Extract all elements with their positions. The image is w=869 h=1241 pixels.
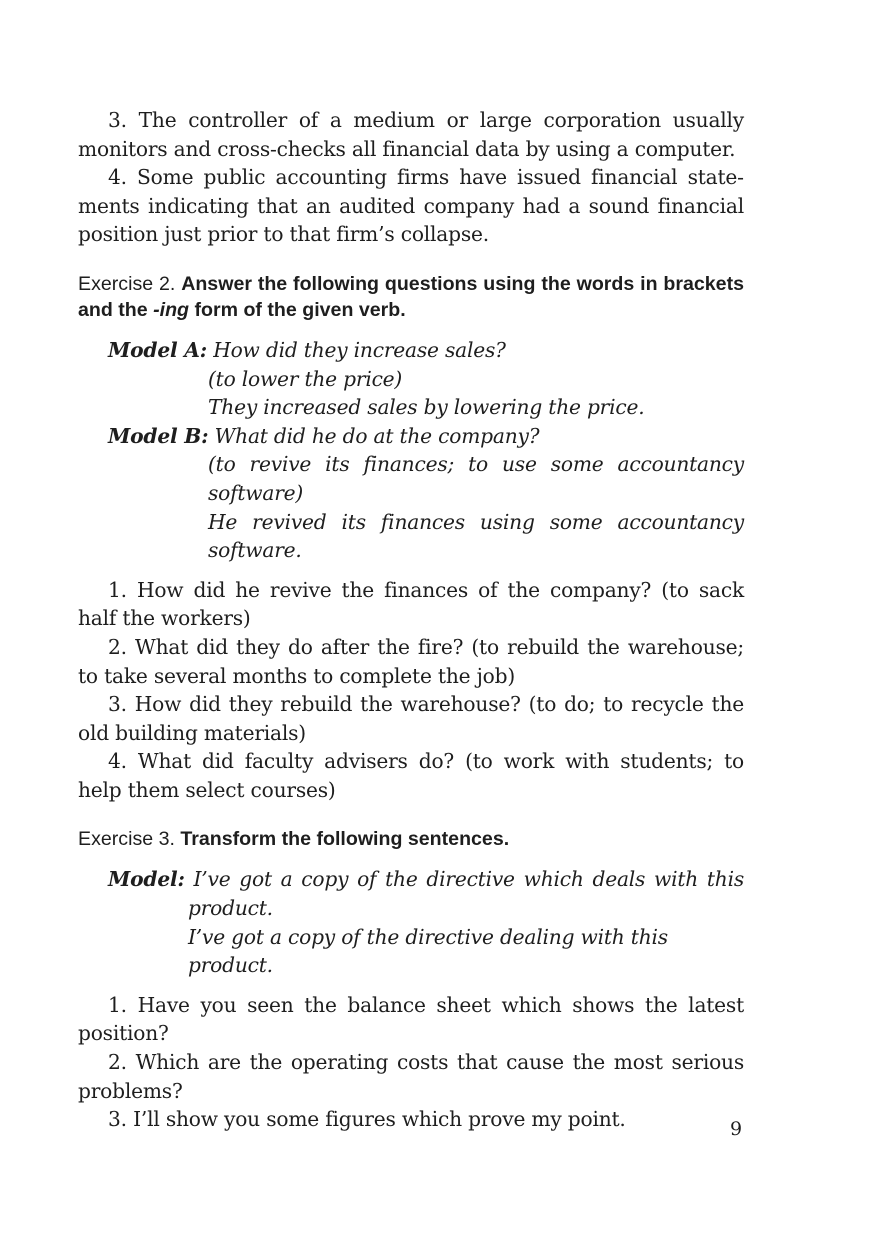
model-a-hint: (to lower the price) bbox=[208, 366, 403, 391]
intro-section bbox=[78, 106, 744, 249]
model-b-answer: He revived its finances using some accountancy software. bbox=[208, 509, 744, 563]
list-item: 2. What did they do after the fire? (to rebuild the warehouse; to take several months to complete the job) bbox=[78, 634, 744, 688]
exercise-instruction: Transform the following sentences. bbox=[180, 828, 510, 851]
exercise-3-model bbox=[108, 865, 744, 979]
exercise-instruction: Answer the following questions using the words in brackets and the -ing form of the given verb. bbox=[78, 272, 744, 321]
exercise-3-heading bbox=[78, 826, 744, 852]
exercise-label: Exercise 3. bbox=[78, 828, 175, 851]
intro-item: 3. The controller of a medium or large corporation usually monitors and cross-checks all financial data by using a computer. bbox=[78, 108, 745, 161]
list-item: 4. What did faculty advisers do? (to work with students; to help them select courses) bbox=[78, 749, 744, 802]
model-b-question: Model B: What did he do at the company? bbox=[108, 423, 540, 448]
list-item: 1. How did he revive the finances of the company? (to sack half the workers) bbox=[78, 577, 744, 631]
list-item: 2. Which are the operating costs that cause the most serious problems? bbox=[78, 1050, 744, 1103]
page-number: 9 bbox=[730, 1118, 743, 1140]
exercise-label: Exercise 2. bbox=[78, 272, 176, 295]
exercise-2-items bbox=[78, 576, 744, 805]
list-item: 1. Have you seen the balance sheet which shows the latest position? bbox=[78, 992, 745, 1046]
model-a-answer: They increased sales by lowering the price. bbox=[208, 395, 645, 420]
model-answer: I’ve got a copy of the directive dealing with this product. bbox=[188, 924, 668, 978]
model-a-question: Model A: How did they increase sales? bbox=[108, 337, 506, 362]
model-b-hint: (to revive its finances; to use some accountancy software) bbox=[208, 452, 744, 505]
exercise-2-models bbox=[108, 336, 744, 565]
exercise-2-heading bbox=[78, 271, 744, 323]
page-content bbox=[78, 106, 744, 1134]
exercise-3-items bbox=[78, 991, 744, 1134]
model-sentence: Model: I’ve got a copy of the directive which deals with this product. bbox=[108, 867, 744, 921]
list-item: 3. How did they rebuild the warehouse? (to do; to recycle the old building materials) bbox=[78, 692, 745, 745]
intro-item: 4. Some public accounting firms have issued financial statements indicating that an audited company had a sound financial position just prior to that firm’s collapse. bbox=[78, 165, 744, 247]
list-item: 3. I’ll show you some figures which prove my point. bbox=[108, 1107, 626, 1132]
